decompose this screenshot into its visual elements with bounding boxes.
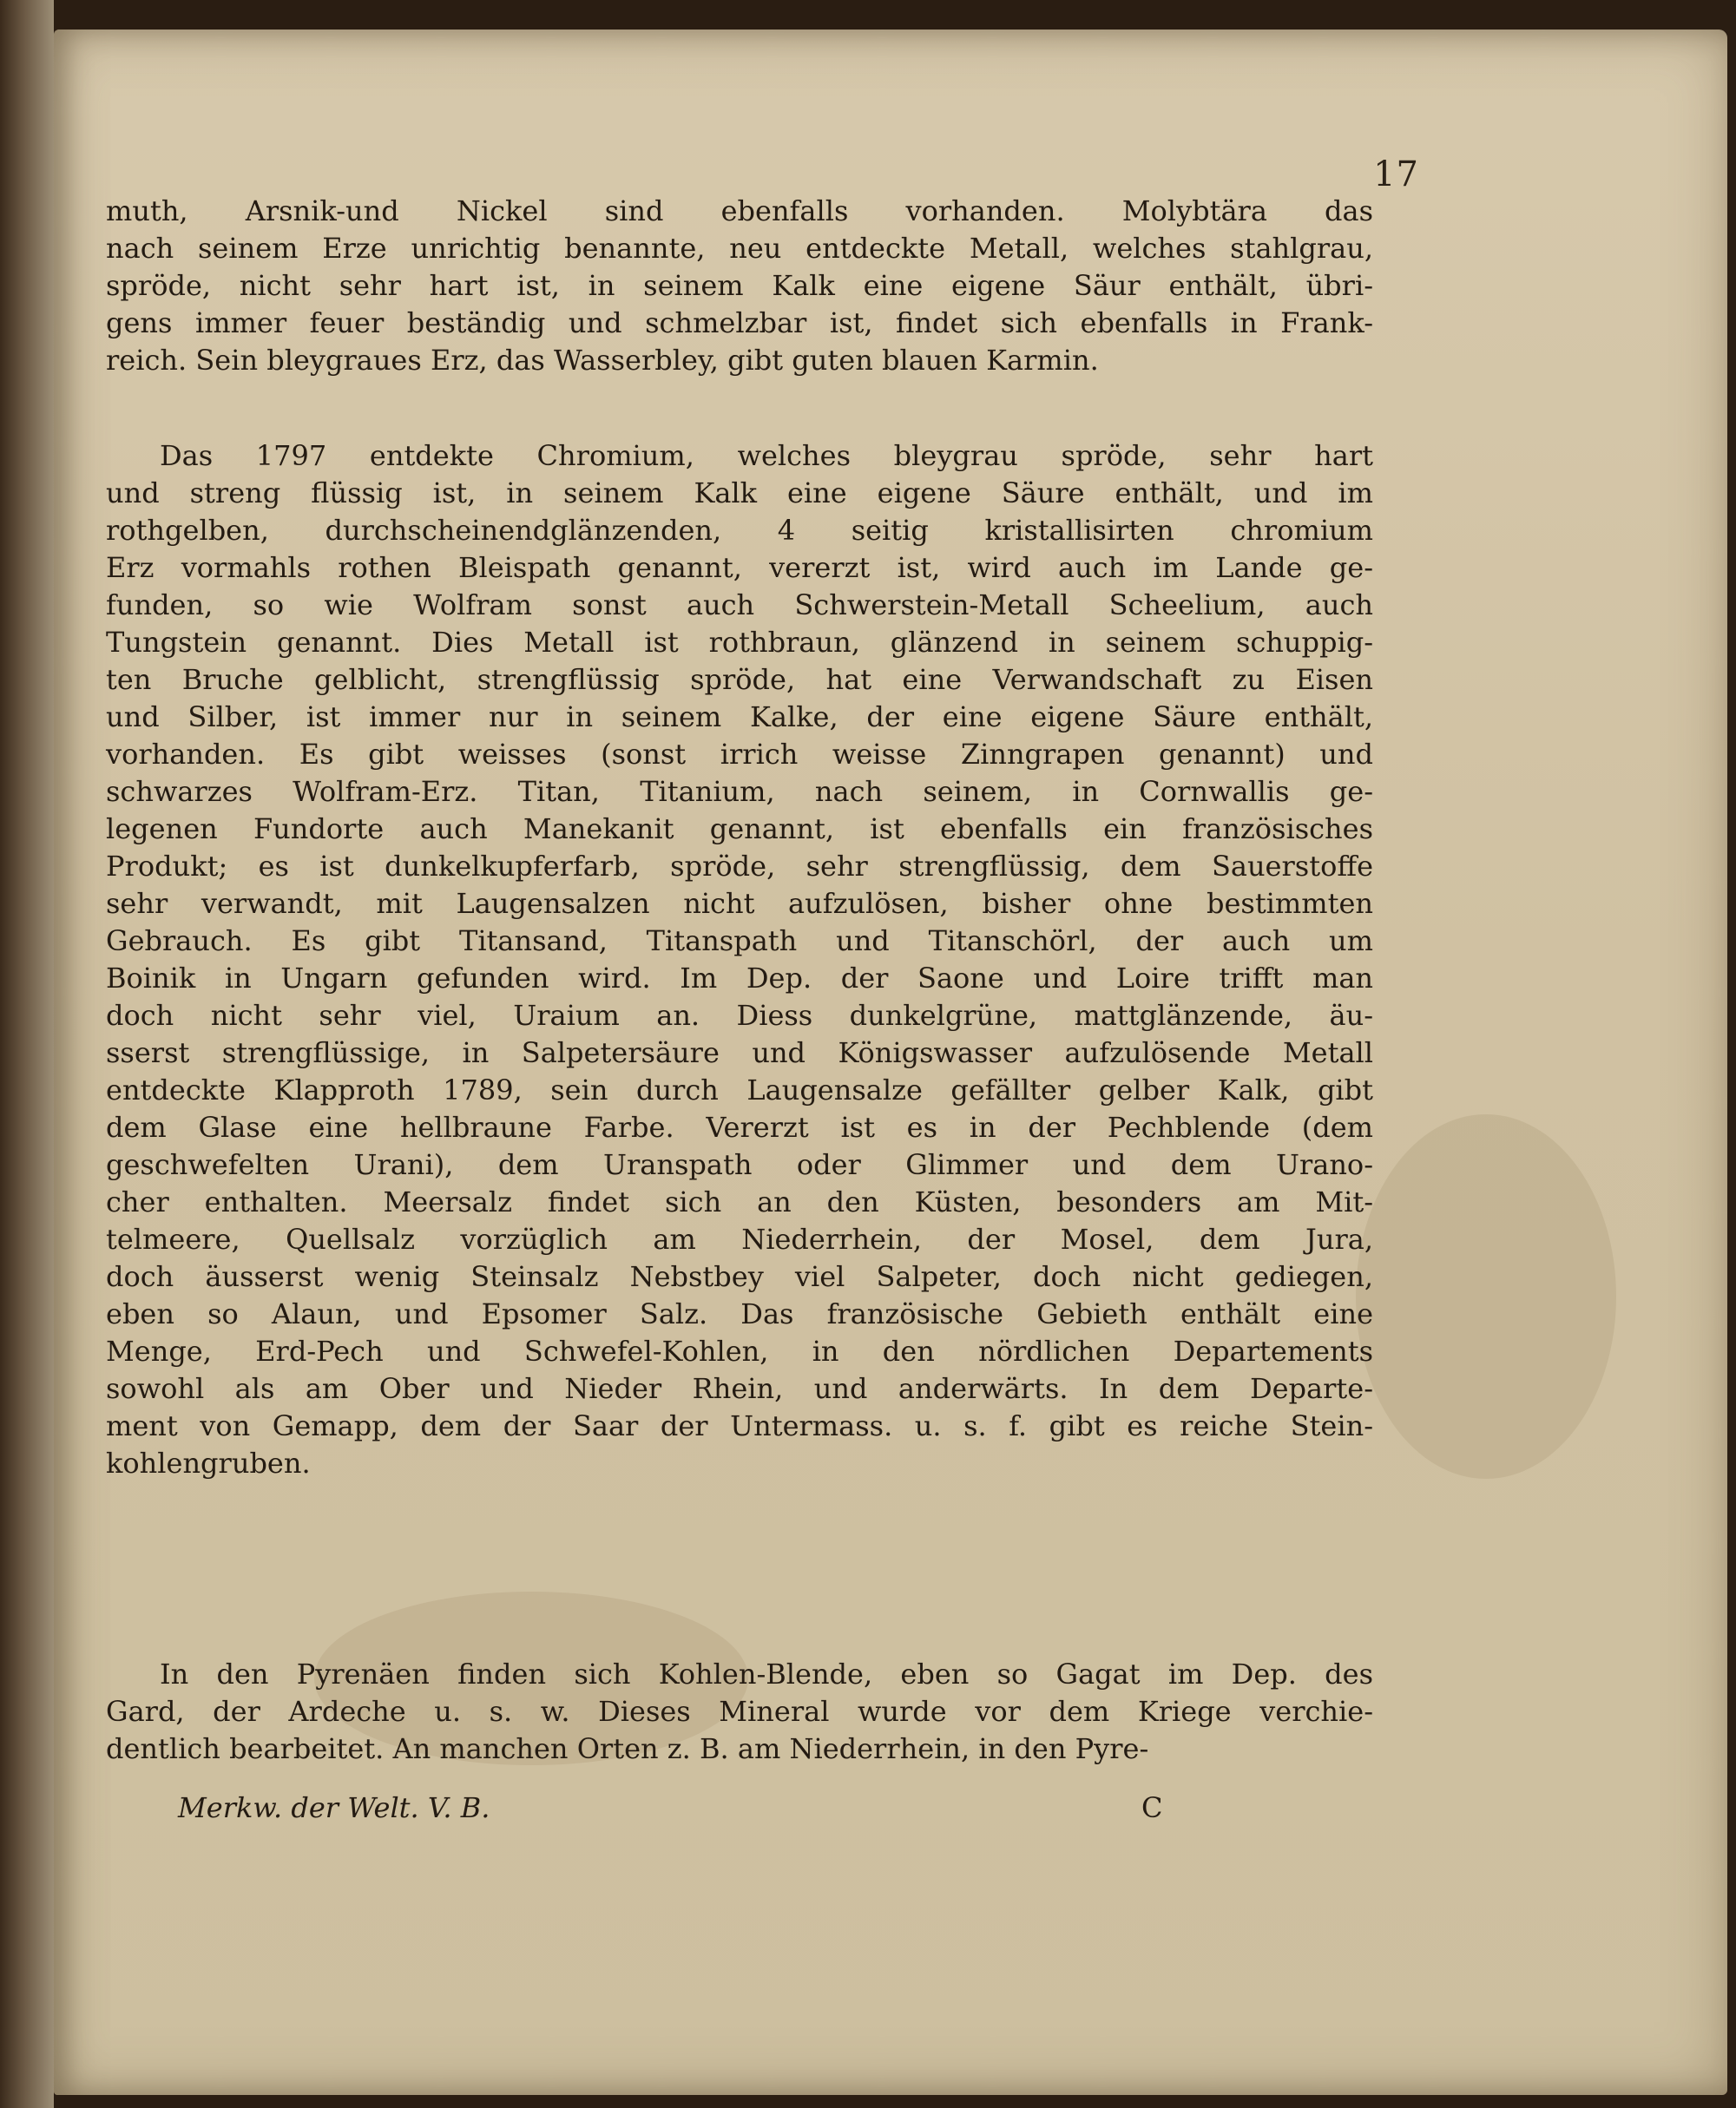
text-line: Produkt; es ist dunkelkupferfarb, spröde, sehr strengflüssig, dem Sauerstoffe <box>106 850 1373 883</box>
text-line: Menge, Erd-Pech und Schwefel-Kohlen, in den nördlichen Departements <box>106 1335 1373 1368</box>
text-line: vorhanden. Es gibt weisses (sonst irrich weisse Zinngrapen genannt) und <box>106 738 1373 771</box>
text-line: spröde, nicht sehr hart ist, in seinem Kalk eine eigene Säur enthält, übri- <box>106 269 1373 302</box>
text-line: Gebrauch. Es gibt Titansand, Titanspath und Titanschörl, der auch um <box>106 924 1373 957</box>
page-footer <box>178 1791 1220 1831</box>
footer-signature: Merkw. der Welt. V. B. <box>178 1791 490 1824</box>
paragraph-pyrenees <box>106 1656 1373 1768</box>
text-line: entdeckte Klapproth 1789, sein durch Laugensalze gefällter gelber Kalk, gibt <box>106 1074 1373 1107</box>
text-line: schwarzes Wolfram-Erz. Titan, Titanium, nach seinem, in Cornwallis ge- <box>106 775 1373 808</box>
text-line: geschwefelten Urani), dem Uranspath oder Glimmer und dem Urano- <box>106 1148 1373 1181</box>
text-line: ment von Gemapp, dem der Saar der Untermass. u. s. f. gibt es reiche Stein- <box>106 1409 1373 1442</box>
text-line: dem Glase eine hellbraune Farbe. Vererzt ist es in der Pechblende (dem <box>106 1111 1373 1144</box>
text-line: Gard, der Ardeche u. s. w. Dieses Mineral wurde vor dem Kriege verchie- <box>106 1695 1373 1728</box>
book-binding-edge <box>0 0 54 2108</box>
text-line: sserst strengflüssige, in Salpetersäure und Königswasser aufzulösende Metall <box>106 1036 1373 1069</box>
text-line: Erz vormahls rothen Bleispath genannt, vererzt ist, wird auch im Lande ge- <box>106 551 1373 584</box>
text-line: legenen Fundorte auch Manekanit genannt, ist ebenfalls ein französisches <box>106 812 1373 845</box>
text-line: und Silber, ist immer nur in seinem Kalke, der eine eigene Säure enthält, <box>106 700 1373 733</box>
text-line: kohlengruben. <box>106 1447 311 1480</box>
paper-stain <box>1356 1114 1616 1479</box>
paragraph-chromium <box>106 437 1373 1482</box>
text-line: muth, Arsnik-und Nickel sind ebenfalls vorhanden. Molybtära das <box>106 194 1373 227</box>
text-line: Tungstein genannt. Dies Metall ist rothbraun, glänzend in seinem schuppig- <box>106 626 1373 659</box>
text-line: sowohl als am Ober und Nieder Rhein, und anderwärts. In dem Departe- <box>106 1372 1373 1405</box>
text-line: In den Pyrenäen finden sich Kohlen-Blende, eben so Gagat im Dep. des <box>160 1658 1373 1691</box>
text-line: sehr verwandt, mit Laugensalzen nicht aufzulösen, bisher ohne bestimmten <box>106 887 1373 920</box>
text-line: nach seinem Erze unrichtig benannte, neu entdeckte Metall, welches stahlgrau, <box>106 232 1373 265</box>
text-line: dentlich bearbeitet. An manchen Orten z. B. am Niederrhein, in den Pyre- <box>106 1732 1149 1765</box>
text-line: reich. Sein bleygraues Erz, das Wasserbley, gibt guten blauen Karmin. <box>106 344 1099 377</box>
text-line: Das 1797 entdekte Chromium, welches bleygrau spröde, sehr hart <box>160 439 1373 472</box>
text-line: ten Bruche gelblicht, strengflüssig spröde, hat eine Verwandschaft zu Eisen <box>106 663 1373 696</box>
text-line: eben so Alaun, und Epsomer Salz. Das französische Gebieth enthält eine <box>106 1297 1373 1330</box>
text-line: doch nicht sehr viel, Uraium an. Diess dunkelgrüne, mattglänzende, äu- <box>106 999 1373 1032</box>
text-line: gens immer feuer beständig und schmelzbar ist, findet sich ebenfalls in Frank- <box>106 306 1373 339</box>
text-line: cher enthalten. Meersalz findet sich an den Küsten, besonders am Mit- <box>106 1185 1373 1218</box>
sheet-signature-mark: C <box>1141 1791 1163 1824</box>
text-line: Boinik in Ungarn gefunden wird. Im Dep. der Saone und Loire trifft man <box>106 962 1373 995</box>
text-line: rothgelben, durchscheinendglänzenden, 4 seitig kristallisirten chromium <box>106 514 1373 547</box>
text-line: telmeere, Quellsalz vorzüglich am Niederrhein, der Mosel, dem Jura, <box>106 1223 1373 1256</box>
page-number: 17 <box>1373 154 1419 194</box>
text-line: und streng flüssig ist, in seinem Kalk eine eigene Säure enthält, und im <box>106 476 1373 509</box>
text-line: doch äusserst wenig Steinsalz Nebstbey viel Salpeter, doch nicht gediegen, <box>106 1260 1373 1293</box>
text-line: funden, so wie Wolfram sonst auch Schwerstein-Metall Scheelium, auch <box>106 588 1373 621</box>
paragraph-metals <box>106 193 1373 379</box>
